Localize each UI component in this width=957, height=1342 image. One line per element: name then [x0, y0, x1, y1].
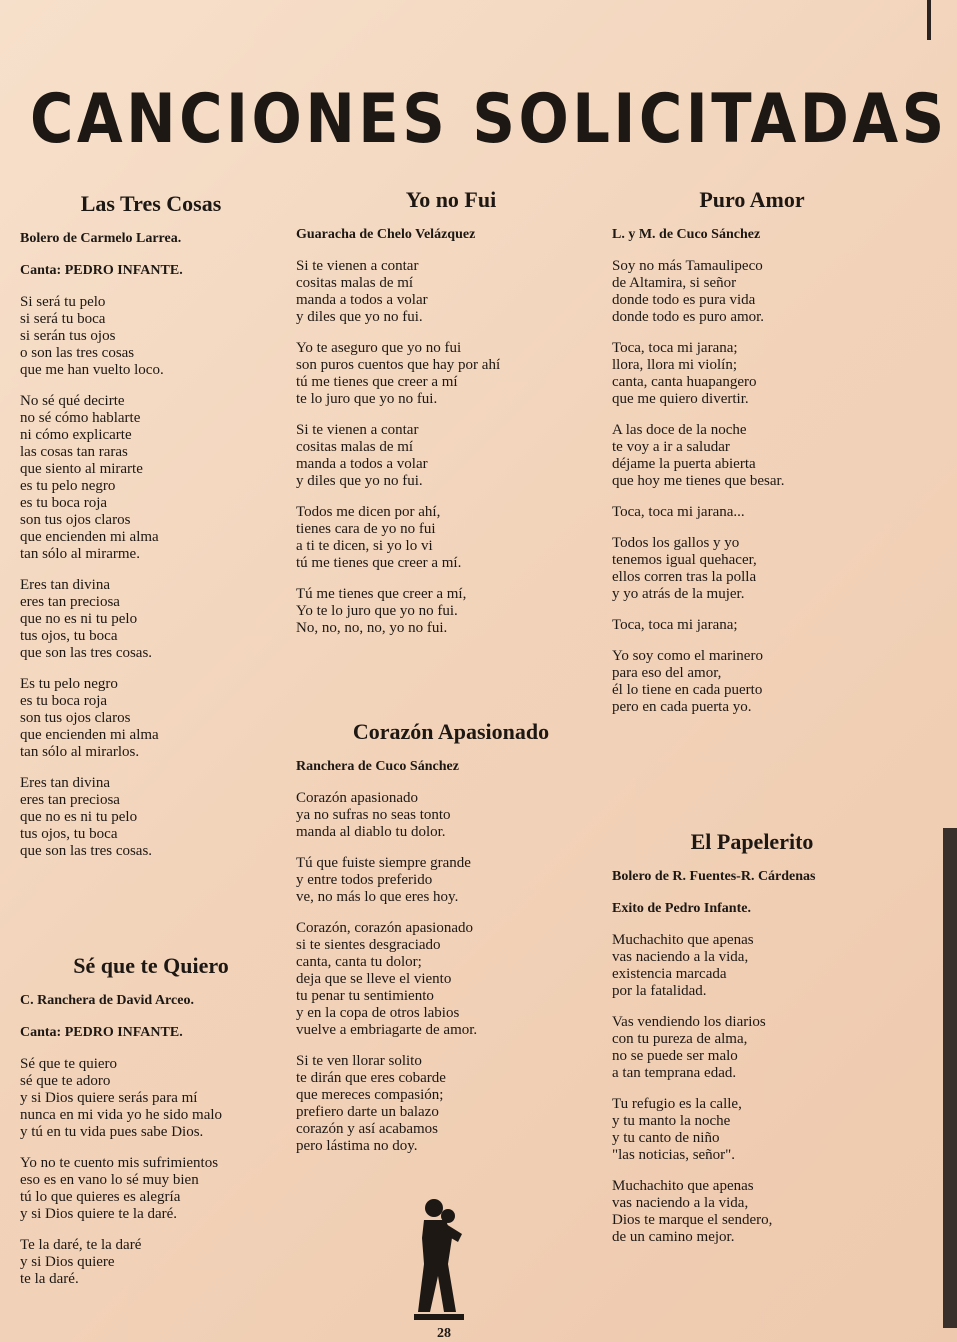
lyric-line: Yo soy como el marinero: [612, 648, 763, 664]
lyric-stanza: [20, 676, 282, 761]
lyric-line: Yo no te cuento mis sufrimientos: [20, 1155, 219, 1171]
lyric-line: Todos me dicen por ahí,: [296, 504, 441, 520]
song-title: Yo no Fui: [405, 187, 497, 212]
song-title: El Papelerito: [690, 829, 814, 854]
lyric-stanza: [20, 294, 282, 379]
page-edge-strip: [943, 828, 957, 1328]
lyric-stanza: [612, 422, 892, 490]
lyric-line: cositas malas de mí: [296, 275, 414, 291]
lyric-line: que mereces compasión;: [296, 1087, 444, 1103]
lyric-line: y si Dios quiere: [20, 1254, 115, 1270]
song-credit: Canta: PEDRO INFANTE.: [20, 263, 183, 278]
lyric-line: Toca, toca mi jarana;: [612, 617, 738, 633]
lyric-line: A las doce de la noche: [612, 422, 747, 438]
lyric-line: déjame la puerta abierta: [612, 456, 756, 472]
lyric-line: de un camino mejor.: [612, 1229, 735, 1245]
lyric-stanza: [612, 1014, 892, 1082]
lyric-line: manda a todos a volar: [296, 292, 428, 308]
lyric-line: No, no, no, no, yo no fui.: [296, 620, 448, 636]
lyric-line: que no es ni tu pelo: [20, 809, 138, 825]
lyric-line: tan sólo al mirarlos.: [20, 744, 140, 760]
lyric-stanza: [296, 586, 606, 637]
lyric-line: él lo tiene en cada puerto: [612, 682, 763, 698]
lyric-line: eres tan preciosa: [20, 792, 120, 808]
lyric-line: no sé cómo hablarte: [20, 410, 141, 426]
lyric-stanza: [296, 1053, 606, 1155]
song-puro-amor: [612, 186, 892, 730]
lyric-line: tu penar tu sentimiento: [296, 988, 434, 1004]
lyric-line: y diles que yo no fui.: [296, 473, 423, 489]
lyric-line: que me quiero divertir.: [612, 391, 749, 407]
lyric-line: vas naciendo a la vida,: [612, 1195, 749, 1211]
lyric-line: y tu manto la noche: [612, 1113, 731, 1129]
lyric-line: por la fatalidad.: [612, 983, 707, 999]
lyric-line: Corazón, corazón apasionado: [296, 920, 474, 936]
lyric-line: Yo te lo juro que yo no fui.: [296, 603, 458, 619]
lyric-line: deja que se lleve el viento: [296, 971, 452, 987]
lyric-stanza: [612, 617, 892, 634]
lyric-line: que hoy me tienes que besar.: [612, 473, 785, 489]
lyric-stanza: [612, 340, 892, 408]
lyric-line: eso es en vano lo sé muy bien: [20, 1172, 199, 1188]
lyric-line: no se puede ser malo: [612, 1048, 738, 1064]
lyric-stanza: [296, 855, 606, 906]
lyric-line: son tus ojos claros: [20, 710, 131, 726]
lyric-line: tus ojos, tu boca: [20, 628, 118, 644]
lyric-line: Tú que fuiste siempre grande: [296, 855, 471, 871]
lyric-line: que son las tres cosas.: [20, 843, 153, 859]
lyric-line: si será tu boca: [20, 311, 106, 327]
song-credit: Bolero de R. Fuentes-R. Cárdenas: [612, 869, 816, 884]
lyric-stanza: [20, 393, 282, 563]
lyric-line: vas naciendo a la vida,: [612, 949, 749, 965]
lyric-line: que encienden mi alma: [20, 529, 159, 545]
lyric-line: te voy a ir a saludar: [612, 439, 730, 455]
lyric-line: que encienden mi alma: [20, 727, 159, 743]
lyric-line: Si te ven llorar solito: [296, 1053, 422, 1069]
lyric-line: sé que te adoro: [20, 1073, 111, 1089]
song-title: Las Tres Cosas: [80, 191, 222, 216]
lyric-line: de Altamira, si señor: [612, 275, 737, 291]
song-corazon-apasionado: [296, 718, 606, 1169]
lyric-line: y tu canto de niño: [612, 1130, 720, 1146]
lyric-line: y tú en tu vida pues sabe Dios.: [20, 1124, 204, 1140]
song-title: Puro Amor: [699, 187, 805, 212]
lyric-stanza: [296, 504, 606, 572]
lyric-line: Toca, toca mi jarana;: [612, 340, 738, 356]
lyric-line: es tu boca roja: [20, 693, 108, 709]
lyric-line: cositas malas de mí: [296, 439, 414, 455]
lyric-line: Si te vienen a contar: [296, 422, 419, 438]
song-yo-no-fui: [296, 186, 606, 651]
lyric-stanza: [612, 932, 892, 1000]
lyric-line: son tus ojos claros: [20, 512, 131, 528]
lyric-line: Yo te aseguro que yo no fui: [296, 340, 462, 356]
lyric-line: existencia marcada: [612, 966, 727, 982]
lyric-line: eres tan preciosa: [20, 594, 120, 610]
lyric-stanza: [296, 790, 606, 841]
lyric-line: con tu pureza de alma,: [612, 1031, 748, 1047]
lyric-line: que son las tres cosas.: [20, 645, 153, 661]
lyric-line: y diles que yo no fui.: [296, 309, 423, 325]
lyric-line: donde todo es puro amor.: [612, 309, 765, 325]
lyric-line: Corazón apasionado: [296, 790, 419, 806]
lyric-line: y si Dios quiere te la daré.: [20, 1206, 178, 1222]
lyric-line: te la daré.: [20, 1271, 79, 1287]
lyric-line: te dirán que eres cobarde: [296, 1070, 446, 1086]
lyric-stanza: [20, 1155, 282, 1223]
lyric-line: tenemos igual quehacer,: [612, 552, 757, 568]
lyric-line: vuelve a embriagarte de amor.: [296, 1022, 478, 1038]
lyric-line: tú me tienes que creer a mí: [296, 374, 458, 390]
lyric-line: a tan temprana edad.: [612, 1065, 737, 1081]
lyric-line: tienes cara de yo no fui: [296, 521, 436, 537]
lyric-stanza: [20, 577, 282, 662]
lyric-stanza: [612, 648, 892, 716]
page-edge-mark: [927, 0, 931, 40]
lyric-stanza: [296, 920, 606, 1039]
lyric-line: Muchachito que apenas: [612, 932, 754, 948]
lyric-line: donde todo es pura vida: [612, 292, 756, 308]
lyric-line: Vas vendiendo los diarios: [612, 1014, 766, 1030]
lyric-line: ni cómo explicarte: [20, 427, 132, 443]
lyric-line: que me han vuelto loco.: [20, 362, 164, 378]
lyric-line: tú me tienes que creer a mí.: [296, 555, 462, 571]
lyric-line: las cosas tan raras: [20, 444, 128, 460]
lyric-stanza: [612, 535, 892, 603]
lyric-line: tú lo que quieres es alegría: [20, 1189, 181, 1205]
lyric-line: Todos los gallos y yo: [612, 535, 740, 551]
lyric-stanza: [20, 1237, 282, 1288]
lyric-line: Sé que te quiero: [20, 1056, 118, 1072]
lyric-line: si serán tus ojos: [20, 328, 116, 344]
lyric-line: nunca en mi vida yo he sido malo: [20, 1107, 223, 1123]
lyric-line: Tu refugio es la calle,: [612, 1096, 742, 1112]
lyric-line: que no es ni tu pelo: [20, 611, 138, 627]
song-credit: Canta: PEDRO INFANTE.: [20, 1025, 183, 1040]
lyric-line: prefiero darte un balazo: [296, 1104, 439, 1120]
lyric-line: Si será tu pelo: [20, 294, 106, 310]
lyric-line: y si Dios quiere serás para mí: [20, 1090, 198, 1106]
song-credit: C. Ranchera de David Arceo.: [20, 993, 194, 1008]
lyric-line: tan sólo al mirarme.: [20, 546, 140, 562]
song-credit: Bolero de Carmelo Larrea.: [20, 231, 182, 246]
lyric-line: pero lástima no doy.: [296, 1138, 418, 1154]
song-credit: Ranchera de Cuco Sánchez: [296, 759, 459, 774]
page-number: 28: [437, 1326, 451, 1341]
lyric-line: manda al diablo tu dolor.: [296, 824, 446, 840]
lyric-line: manda a todos a volar: [296, 456, 428, 472]
song-title: Corazón Apasionado: [352, 719, 550, 744]
lyric-line: y en la copa de otros labios: [296, 1005, 460, 1021]
lyric-line: canta, canta tu dolor;: [296, 954, 422, 970]
lyric-line: pero en cada puerta yo.: [612, 699, 752, 715]
lyric-line: tus ojos, tu boca: [20, 826, 118, 842]
lyric-stanza: [296, 340, 606, 408]
lyric-line: que siento al mirarte: [20, 461, 143, 477]
lyric-stanza: [612, 1178, 892, 1246]
song-las-tres-cosas: [20, 190, 282, 874]
lyric-line: Dios te marque el sendero,: [612, 1212, 773, 1228]
lyric-line: y entre todos preferido: [296, 872, 433, 888]
lyric-line: ellos corren tras la polla: [612, 569, 757, 585]
page-title: CANCIONES SOLICITADAS: [30, 80, 948, 159]
lyric-line: si te sientes desgraciado: [296, 937, 441, 953]
song-se-que-te-quiero: [20, 952, 282, 1302]
lyric-line: Si te vienen a contar: [296, 258, 419, 274]
lyric-line: corazón y así acabamos: [296, 1121, 439, 1137]
lyric-line: Toca, toca mi jarana...: [612, 504, 745, 520]
lyric-stanza: [612, 1096, 892, 1164]
lyric-line: a ti te dicen, si yo lo vi: [296, 538, 433, 554]
lyric-line: llora, llora mi violín;: [612, 357, 737, 373]
lyric-line: es tu pelo negro: [20, 478, 116, 494]
song-title: Sé que te Quiero: [73, 953, 229, 978]
lyric-stanza: [612, 504, 892, 521]
lyric-stanza: [296, 258, 606, 326]
dancing-couple-illustration: [408, 1194, 470, 1324]
song-credit: L. y M. de Cuco Sánchez: [612, 227, 761, 242]
lyric-line: Eres tan divina: [20, 577, 110, 593]
song-el-papelerito: [612, 828, 892, 1260]
lyric-line: y yo atrás de la mujer.: [612, 586, 745, 602]
song-credit: Guaracha de Chelo Velázquez: [296, 227, 476, 242]
lyric-line: ve, no más lo que eres hoy.: [296, 889, 459, 905]
lyric-line: son puros cuentos que hay por ahí: [296, 357, 501, 373]
lyric-line: No sé qué decirte: [20, 393, 125, 409]
lyric-line: canta, canta huapangero: [612, 374, 757, 390]
lyric-line: "las noticias, señor".: [612, 1147, 736, 1163]
lyric-line: Soy no más Tamaulipeco: [612, 258, 763, 274]
lyric-stanza: [612, 258, 892, 326]
lyric-line: Tú me tienes que creer a mí,: [296, 586, 467, 602]
lyric-line: Es tu pelo negro: [20, 676, 118, 692]
lyric-line: Muchachito que apenas: [612, 1178, 754, 1194]
lyric-line: Eres tan divina: [20, 775, 110, 791]
lyric-stanza: [20, 1056, 282, 1141]
lyric-stanza: [296, 422, 606, 490]
song-credit: Exito de Pedro Infante.: [612, 901, 751, 916]
lyric-line: para eso del amor,: [612, 665, 722, 681]
lyric-stanza: [20, 775, 282, 860]
lyric-line: ya no sufras no seas tonto: [296, 807, 451, 823]
lyric-line: te lo juro que yo no fui.: [296, 391, 438, 407]
lyric-line: Te la daré, te la daré: [20, 1237, 142, 1253]
lyric-line: o son las tres cosas: [20, 345, 135, 361]
lyric-line: es tu boca roja: [20, 495, 108, 511]
